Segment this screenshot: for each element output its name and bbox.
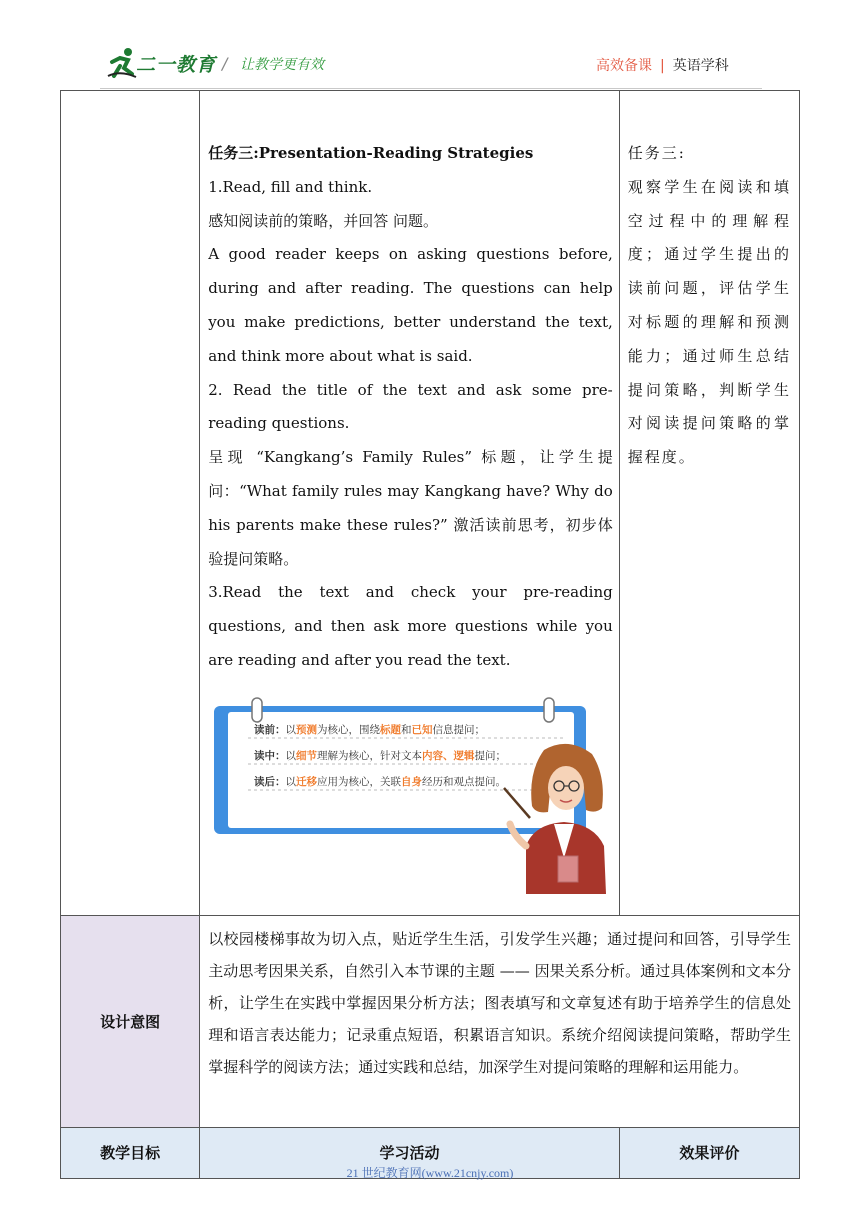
task-title: 任务三:Presentation-Reading Strategies	[208, 144, 534, 162]
task-step-1-cn: 感知阅读前的策略，并回答 问题。	[208, 211, 438, 230]
slogan: 让教学更有效	[240, 57, 324, 73]
header-activity: 学习活动	[379, 1144, 440, 1163]
board-clip-left	[252, 698, 262, 722]
board-text-segment: 信息提问；	[432, 723, 486, 736]
board-text-segment: 为核心，围绕	[317, 723, 381, 736]
board-text-segment: 读后：	[254, 775, 286, 788]
board-text-segment: 以	[285, 723, 297, 736]
task-step-2: 2. Read the title of the text and ask some pre-reading questions.	[208, 380, 613, 433]
header-objective: 教学目标	[100, 1144, 161, 1163]
board-text-segment: 和	[401, 723, 412, 736]
board-text-segment: 迁移	[296, 775, 318, 788]
design-text-cell	[200, 915, 800, 1127]
board-text-segment: 读前：	[254, 723, 286, 736]
design-text: 以校园楼梯事故为切入点，贴近学生生活，引发学生兴趣；通过提问和回答，引导学生主动思考因果关系，自然引入本节课的主题 —— 因果关系分析。通过具体案例和文本分析，让学生在实践中掌握因果分析方法；图表填写和文章复述有助于培养学生的信息处理和语言表达能力；记录重点短语，积累语言知识。系统介绍阅读提问策略，帮助学生掌握科学的阅读方法；通过实践和总结，加深学生对提问策略的理解和运用能力。	[208, 929, 791, 1076]
design-row	[61, 915, 800, 1127]
board-text-segment: 提问；	[474, 749, 507, 762]
board-text-segment: 理解为核心，针对文本	[317, 749, 423, 762]
board-text-segment: 应用为核心，关联	[317, 775, 402, 788]
logo	[106, 46, 216, 80]
objective-cell-empty	[61, 91, 200, 916]
runner-logo-icon	[106, 46, 138, 80]
design-label-cell	[61, 915, 200, 1127]
board-text-segment: 细节	[296, 749, 318, 762]
evaluation-content	[620, 91, 799, 483]
slogan-separator: /	[222, 54, 228, 73]
page-header	[0, 0, 860, 90]
reading-strategy-board	[208, 696, 612, 894]
page-footer: 21 世纪教育网(www.21cnjy.com)	[346, 1166, 514, 1180]
evaluation-text: 观察学生在阅读和填空过程中的理解程度；通过学生提出的读前问题，评估学生对标题的理解和预测能力；通过师生总结提问策略，判断学生对阅读提问策略的掌握程度。	[627, 177, 791, 467]
board-text-segment: 标题	[380, 723, 402, 736]
header-right	[596, 55, 729, 75]
header-evaluation: 效果评价	[679, 1144, 740, 1163]
board-text-segment: 预测	[296, 723, 318, 736]
board-text-segment: 以	[285, 775, 297, 788]
evaluation-cell	[619, 91, 799, 916]
task-content	[200, 91, 619, 915]
board-clip-right	[544, 698, 554, 722]
task-step-2-cn: 呈现 “Kangkang’s Family Rules” 标题，让学生提问：“What family rules may Kangkang have? Why do his parents make these rules?” 激活读前思考，初步体验提问策略。	[208, 448, 613, 568]
task-row	[61, 91, 800, 916]
header-category: 高效备课	[596, 58, 652, 74]
board-text-segment: 经历和观点提问。	[422, 775, 507, 788]
task-paragraph: A good reader keeps on asking questions before, during and after reading. The questions can help you make predictions, better understand the text, and think more about what is said.	[208, 245, 613, 365]
board-line-while-reading	[254, 749, 506, 762]
header-rule	[100, 88, 762, 89]
activity-cell	[200, 91, 620, 916]
board-text-segment: 以	[285, 749, 297, 762]
board-text-segment: 已知	[411, 723, 433, 736]
lesson-table	[60, 90, 800, 1179]
header-subject: 英语学科	[672, 58, 729, 74]
evaluation-title: 任务三:	[627, 144, 686, 162]
board-text-segment: 内容、逻辑	[422, 749, 475, 762]
board-line-before-reading	[254, 723, 485, 736]
header-divider: |	[660, 58, 665, 74]
task-step-1: 1.Read, fill and think.	[208, 177, 373, 196]
task-step-3: 3.Read the text and check your pre-reading questions, and then ask more questions while you are reading and after you read the text.	[208, 583, 613, 669]
board-line-after-reading	[254, 775, 506, 788]
board-text-segment: 自身	[401, 775, 423, 788]
logo-text: 二一教育	[136, 54, 217, 76]
board-text-segment: 读中：	[254, 749, 286, 762]
design-label: 设计意图	[100, 1012, 161, 1031]
